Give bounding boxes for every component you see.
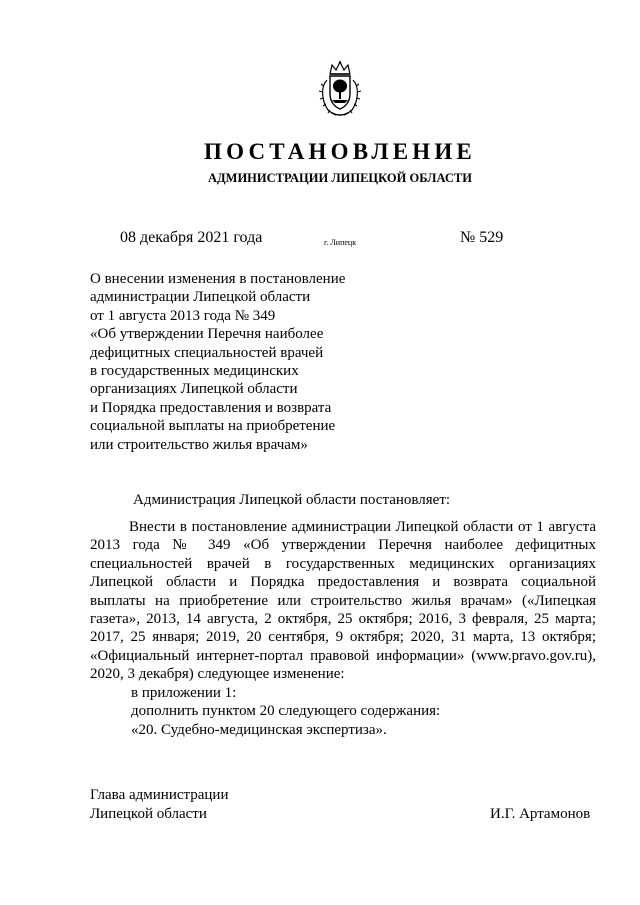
issuer-heading: АДМИНИСТРАЦИИ ЛИПЕЦКОЙ ОБЛАСТИ <box>208 171 472 185</box>
body-line: газета», 2013, 14 августа, 2 октября, 25 октября; 2016, 3 февраля, 25 марта; <box>90 611 596 628</box>
signatory-position-line: Глава администрации <box>90 787 229 803</box>
title-line: «Об утверждении Перечня наиболее <box>90 326 324 343</box>
document-place: г. Липецк <box>324 238 357 247</box>
amendment-line: дополнить пунктом 20 следующего содержания: <box>131 703 441 720</box>
resolution-paragraph <box>90 518 596 684</box>
coat-of-arms-icon <box>318 60 362 118</box>
body-line: 2013 года № 349 «Об утверждении Перечня наиболее дефицитных <box>90 537 596 554</box>
amendment-line: «20. Судебно-медицинская экспертиза». <box>131 721 387 738</box>
body-line: «Официальный интернет-портал правовой информации» (www.pravo.gov.ru), <box>90 647 596 664</box>
title-line: О внесении изменения в постановление <box>90 271 346 287</box>
body-line: 2020, 3 декабря) следующее изменение: <box>90 666 345 683</box>
body-line: выплаты на приобретение или строительство жилья врачам» («Липецкая <box>90 592 596 609</box>
amendment-block <box>131 684 440 739</box>
body-line: Внести в постановление администрации Липецкой области от 1 августа <box>129 519 596 535</box>
document-title <box>90 270 410 454</box>
title-line: дефицитных специальностей врачей <box>90 344 324 361</box>
title-line: администрации Липецкой области <box>90 289 311 306</box>
document-number: № 529 <box>460 229 504 246</box>
preamble-text: Администрация Липецкой области постановляет: <box>133 492 451 508</box>
document-date: 08 декабря 2021 года <box>120 229 263 246</box>
title-line: от 1 августа 2013 года № 349 <box>90 307 276 324</box>
body-line: Липецкой области и Порядка предоставления и возврата социальной <box>90 574 596 591</box>
title-line: в государственных медицинских <box>90 363 299 380</box>
title-line: социальной выплаты на приобретение <box>90 418 336 435</box>
signatory-position-line: Липецкой области <box>90 806 207 822</box>
signatory-position <box>90 786 228 824</box>
document-type-heading: ПОСТАНОВЛЕНИЕ <box>204 139 476 164</box>
title-line: или строительство жилья врачам» <box>90 436 308 453</box>
signatory-name: И.Г. Артамонов <box>490 806 591 822</box>
title-line: организациях Липецкой области <box>90 381 298 398</box>
amendment-line: в приложении 1: <box>131 685 237 701</box>
body-line: специальностей врачей в государственных медицинских организациях <box>90 555 596 572</box>
title-line: и Порядка предоставления и возврата <box>90 399 332 416</box>
body-line: 2017, 25 января; 2019, 20 сентября, 9 октября; 2020, 31 марта, 13 октября; <box>90 629 596 646</box>
